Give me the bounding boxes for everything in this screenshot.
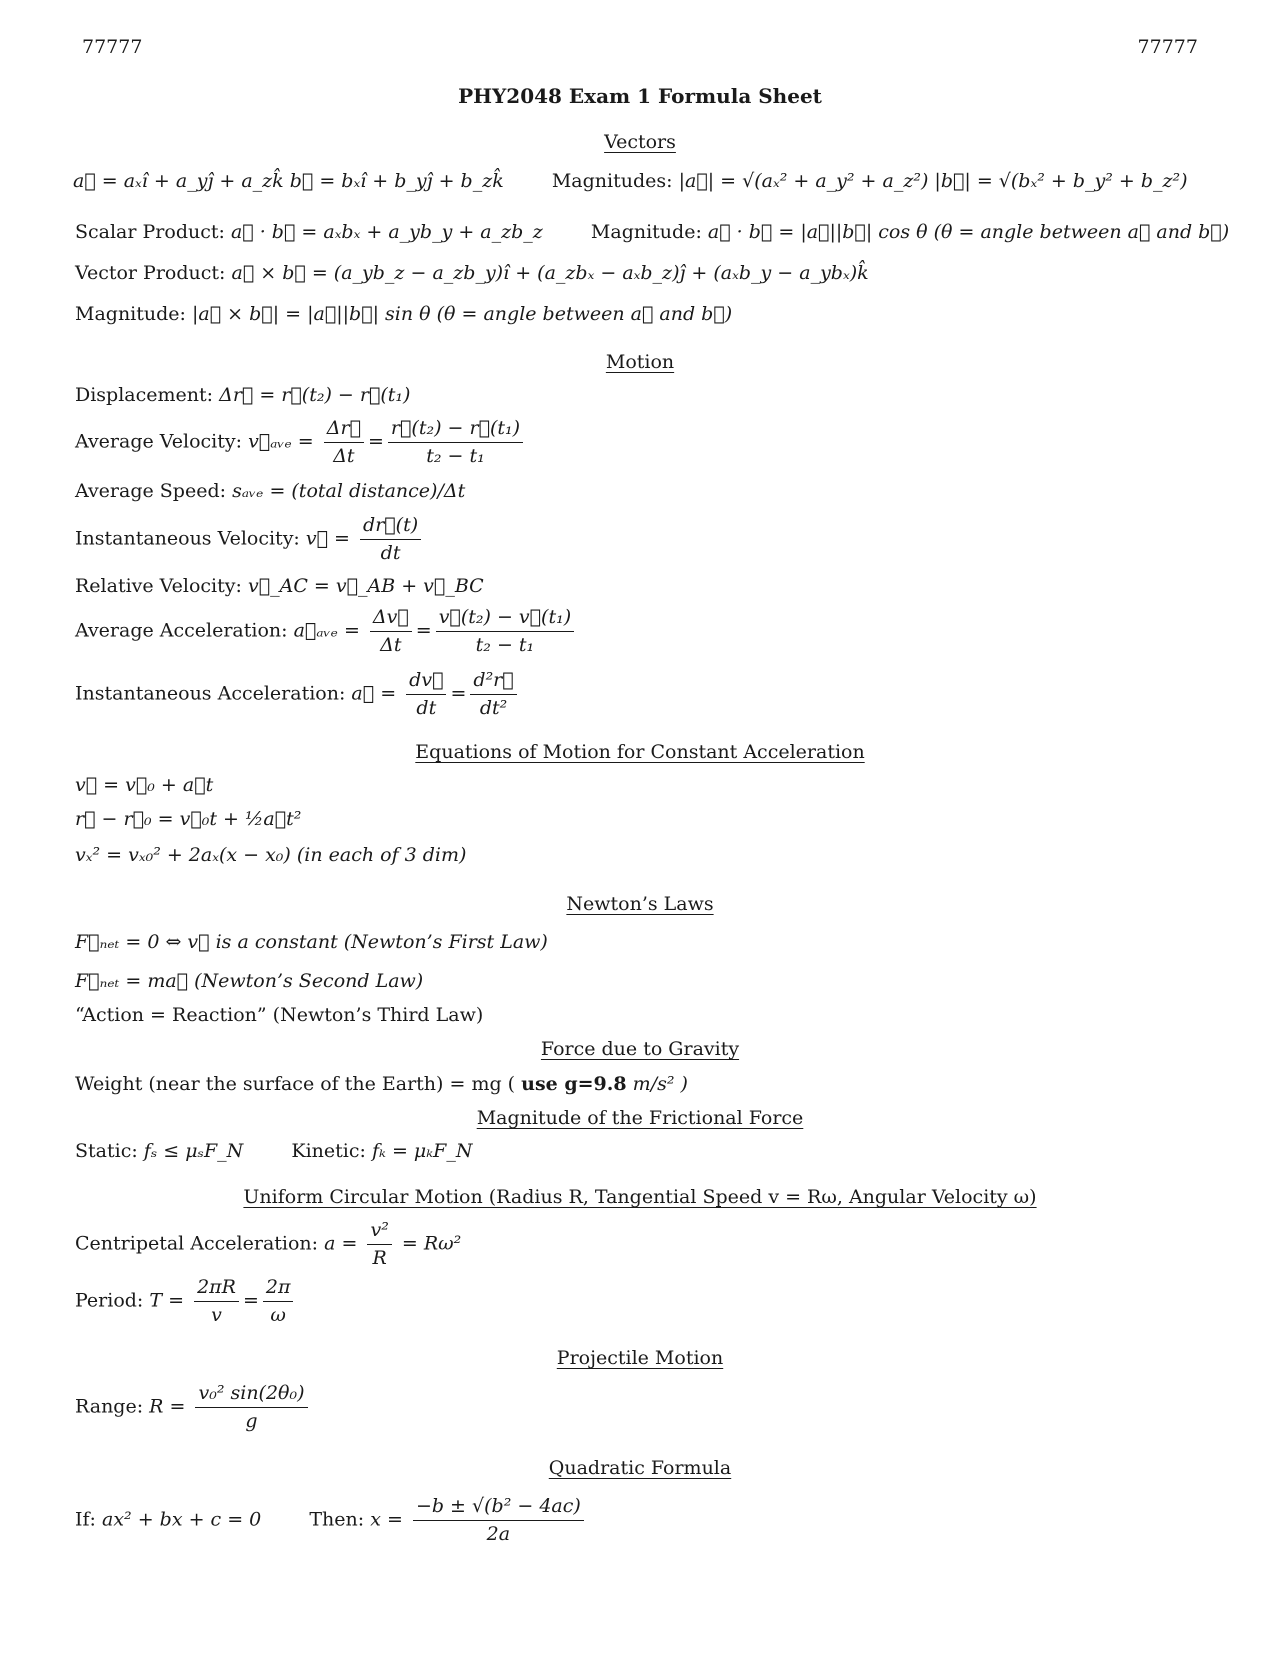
average-speed: Average Speed: sₐᵥₑ = (total distance)/Δt xyxy=(75,480,466,502)
constant-accel-eq3: vₓ² = vₓ₀² + 2aₓ(x − x₀) (in each of 3 dim) xyxy=(75,844,467,866)
section-heading-constant-acceleration: Equations of Motion for Constant Acceleration xyxy=(415,741,865,763)
range-formula: Range: R = $\frac{\text{v₀² sin(2θ₀)}}{g}$ xyxy=(75,1383,312,1432)
vector-product-magnitude: Magnitude: |a⃗ × b⃗| = |a⃗||b⃗| sin θ (θ = angle between a⃗ and b⃗) xyxy=(75,303,733,325)
friction-formulas: Static: fₛ ≤ μₛF_N Kinetic: fₖ = μₖF_N xyxy=(75,1140,473,1162)
header-code-left: 77777 xyxy=(82,36,143,58)
vector-product: Vector Product: a⃗ × b⃗ = (a_yb_z − a_zb_y)î + (a_zbₓ − aₓb_z)ĵ + (aₓb_y − a_ybₓ)k̂ xyxy=(75,262,869,284)
constant-accel-eq1: v⃗ = v⃗₀ + a⃗t xyxy=(75,774,214,796)
header-code-right: 77777 xyxy=(1137,36,1198,58)
weight-formula: Weight (near the surface of the Earth) = mg ( use g=9.8 m/s² ) xyxy=(75,1073,688,1095)
newton-third-law: “Action = Reaction” (Newton’s Third Law) xyxy=(75,1004,484,1026)
displacement: Displacement: Δr⃗ = r⃗(t₂) − r⃗(t₁) xyxy=(75,384,411,406)
centripetal-acceleration: Centripetal Acceleration: a = $\frac{\text{v²}}{R}$ = Rω² xyxy=(75,1219,462,1269)
section-heading-motion: Motion xyxy=(605,351,675,373)
quadratic-formula: If: ax² + bx + c = 0 Then: x = $\frac{\text{−b ± √(b² − 4ac)}}{2a}$ xyxy=(75,1496,588,1545)
section-heading-gravity: Force due to Gravity xyxy=(540,1038,740,1060)
section-heading-projectile: Projectile Motion xyxy=(556,1347,724,1369)
section-heading-quadratic: Quadratic Formula xyxy=(548,1457,732,1479)
instantaneous-acceleration: Instantaneous Acceleration: a⃗ = $\frac{dv⃗}{dt}$ = $\frac{\text{d²r⃗}}{\text{dt²}}$ xyxy=(75,670,521,719)
constant-accel-eq2: r⃗ − r⃗₀ = v⃗₀t + ½a⃗t² xyxy=(75,808,302,830)
period-formula: Period: T = $\frac{2\pi R}{v}$ = $\frac{2\pi}{\omega}$ xyxy=(75,1277,297,1326)
section-heading-newton: Newton’s Laws xyxy=(566,893,714,915)
section-heading-circular-motion: Uniform Circular Motion (Radius R, Tangential Speed v = Rω, Angular Velocity ω) xyxy=(243,1186,1037,1208)
newton-second-law: F⃗ₙₑₜ = ma⃗ (Newton’s Second Law) xyxy=(75,970,424,992)
average-acceleration: Average Acceleration: a⃗ₐᵥₑ = $\frac{\Delta v⃗}{\Delta t}$ = $\frac{\text{v⃗(t₂) − v⃗(t₁)}}{\text{t₂ − t₁}}$ xyxy=(75,607,578,656)
section-heading-vectors: Vectors xyxy=(604,131,676,153)
vector-components: a⃗ = aₓî + a_yĵ + a_zk̂ b⃗ = bₓî + b_yĵ + b_zk̂ Magnitudes: |a⃗| = √(aₓ² + a_y² + a_z²) |b⃗| = √(bₓ² + b_y² + b_z²) xyxy=(73,170,1188,192)
average-velocity: Average Velocity: v⃗ₐᵥₑ = $\frac{\Delta r⃗}{\Delta t}$ = $\frac{\text{r⃗(t₂) − r⃗(t₁)}}{\text{t₂ − t₁}}$ xyxy=(75,418,527,467)
instantaneous-velocity: Instantaneous Velocity: v⃗ = $\frac{dr⃗(t)}{dt}$ xyxy=(75,515,425,564)
section-heading-friction: Magnitude of the Frictional Force xyxy=(476,1107,804,1129)
scalar-product: Scalar Product: a⃗ · b⃗ = aₓbₓ + a_yb_y + a_zb_z Magnitude: a⃗ · b⃗ = |a⃗||b⃗| cos θ (θ = angle between a⃗ and b⃗) xyxy=(75,221,1230,243)
relative-velocity: Relative Velocity: v⃗_AC = v⃗_AB + v⃗_BC xyxy=(75,575,484,597)
page-title: PHY2048 Exam 1 Formula Sheet xyxy=(458,84,822,108)
newton-first-law: F⃗ₙₑₜ = 0 ⇔ v⃗ is a constant (Newton’s First Law) xyxy=(75,931,548,953)
